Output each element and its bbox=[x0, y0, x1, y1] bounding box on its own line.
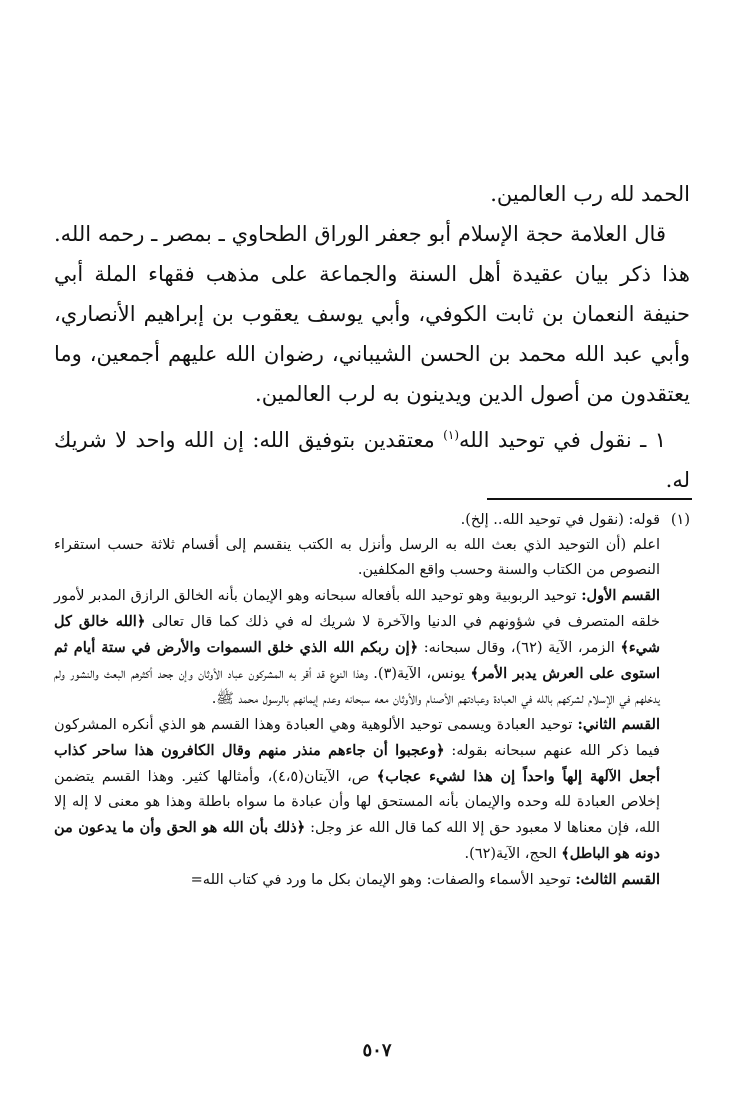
opening-line: الحمد لله رب العالمين. bbox=[490, 182, 690, 206]
section-1-text-3: يونس، الآية(٣). وهذا النوع قد أقر به المشركون عباد الأوثان وإن جحد أكثرهم البعث والنشور ولم يدخلهم في الإسلام لشركهم بالله في العبادة وعبادتهم الأصنام والأوثان معه سبحانه وعدم إيمانهم بالرسول محمد ﷺ. bbox=[54, 666, 660, 707]
creed-item-1-end: معتقدين بتوفيق الله: إن الله واحد لا شريك له. bbox=[54, 428, 690, 492]
section-2-quote-1: ﴿وعجبوا أن جاءهم منذر منهم وقال الكافرون هذا ساحر كذاب أجعل الآلهة إلهاً واحداً إن هذا لشيء عجاب﴾ bbox=[54, 742, 660, 785]
creed-item-1 bbox=[54, 420, 690, 500]
intro-paragraph: قال العلامة حجة الإسلام أبو جعفر الوراق الطحاوي ـ بمصر ـ رحمه الله. هذا ذكر بيان عقيدة أهل السنة والجماعة على مذهب فقهاء الملة أبي حنيفة النعمان بن ثابت الكوفي، وأبي يوسف يعقوب بن إبراهيم الأنصاري، وأبي عبد الله محمد بن الحسن الشيباني، رضوان الله عليهم أجمعين، وما يعتقدون من أصول الدين ويدينون به لرب العالمين. bbox=[54, 222, 690, 406]
footnote-section-1 bbox=[54, 583, 660, 712]
creed-item-1-start: ١ ـ نقول في توحيد الله bbox=[459, 428, 666, 452]
section-2-text-3: الحج، الآية(٦٢). bbox=[464, 846, 562, 862]
footnote-reference[interactable]: (١) bbox=[443, 428, 459, 442]
section-1-label: القسم الأول: bbox=[581, 587, 660, 604]
section-2-quote-2: ﴿ذلك بأن الله هو الحق وأن ما يدعون من دونه هو الباطل﴾ bbox=[54, 819, 660, 862]
footnote-paragraph-1: اعلم (أن التوحيد الذي بعث الله به الرسل وأنزل به الكتب ينقسم إلى أقسام ثلاثة حسب استقراء النصوص من الكتاب والسنة وحسب واقع المكلفين. bbox=[54, 537, 660, 578]
footnote-section-3 bbox=[54, 867, 660, 893]
footnote-section-2 bbox=[54, 712, 660, 867]
section-1-quote-1: ﴿الله خالق كل شيء﴾ bbox=[54, 613, 660, 656]
footnote-header bbox=[54, 508, 690, 533]
section-2-text-2: ص، الآيتان(٤،٥)، وأمثالها كثير. وهذا القسم يتضمن إخلاص العبادة لله وحده والإيمان بأنه المستحق لها وأن عبادة ما سواه باطلة وهذا هو معنى لا إله إلا الله، فإن معناها لا معبود حق إلا الله كما قال الله عز وجل: bbox=[54, 769, 660, 836]
footnote-separator bbox=[487, 498, 692, 500]
footnote-body bbox=[54, 533, 690, 893]
section-2-label: القسم الثاني: bbox=[577, 716, 660, 733]
footnotes bbox=[54, 508, 690, 893]
footnote-number: (١) bbox=[670, 512, 690, 528]
section-1-text: توحيد الربوبية وهو توحيد الله بأفعاله سبحانه وهو الإيمان بأنه الخالق الرازق المدبر لأمور خلقه المتصرف في شؤونهم في الدنيا والآخرة لا شريك له في ذلك كما قال تعالى bbox=[54, 588, 660, 630]
section-2-text: توحيد العبادة ويسمى توحيد الألوهية وهي العبادة وهذا القسم هو الذي أنكره المشركون فيما ذكر الله عنهم سبحانه بقوله: bbox=[54, 717, 660, 759]
section-1-text-2: الزمر، الآية (٦٢)، وقال سبحانه: bbox=[418, 640, 621, 656]
section-1-quote-2: ﴿إن ربكم الله الذي خلق السموات والأرض في ستة أيام ثم استوى على العرش يدبر الأمر﴾ bbox=[54, 639, 660, 682]
footnote-intro: قوله: (نقول في توحيد الله.. إلخ). bbox=[460, 512, 660, 528]
main-text bbox=[54, 174, 690, 500]
page-number: ٥٠٧ bbox=[362, 1040, 392, 1061]
section-3-label: القسم الثالث: bbox=[575, 871, 660, 888]
section-3-text: توحيد الأسماء والصفات: وهو الإيمان بكل ما ورد في كتاب الله= bbox=[190, 872, 576, 888]
